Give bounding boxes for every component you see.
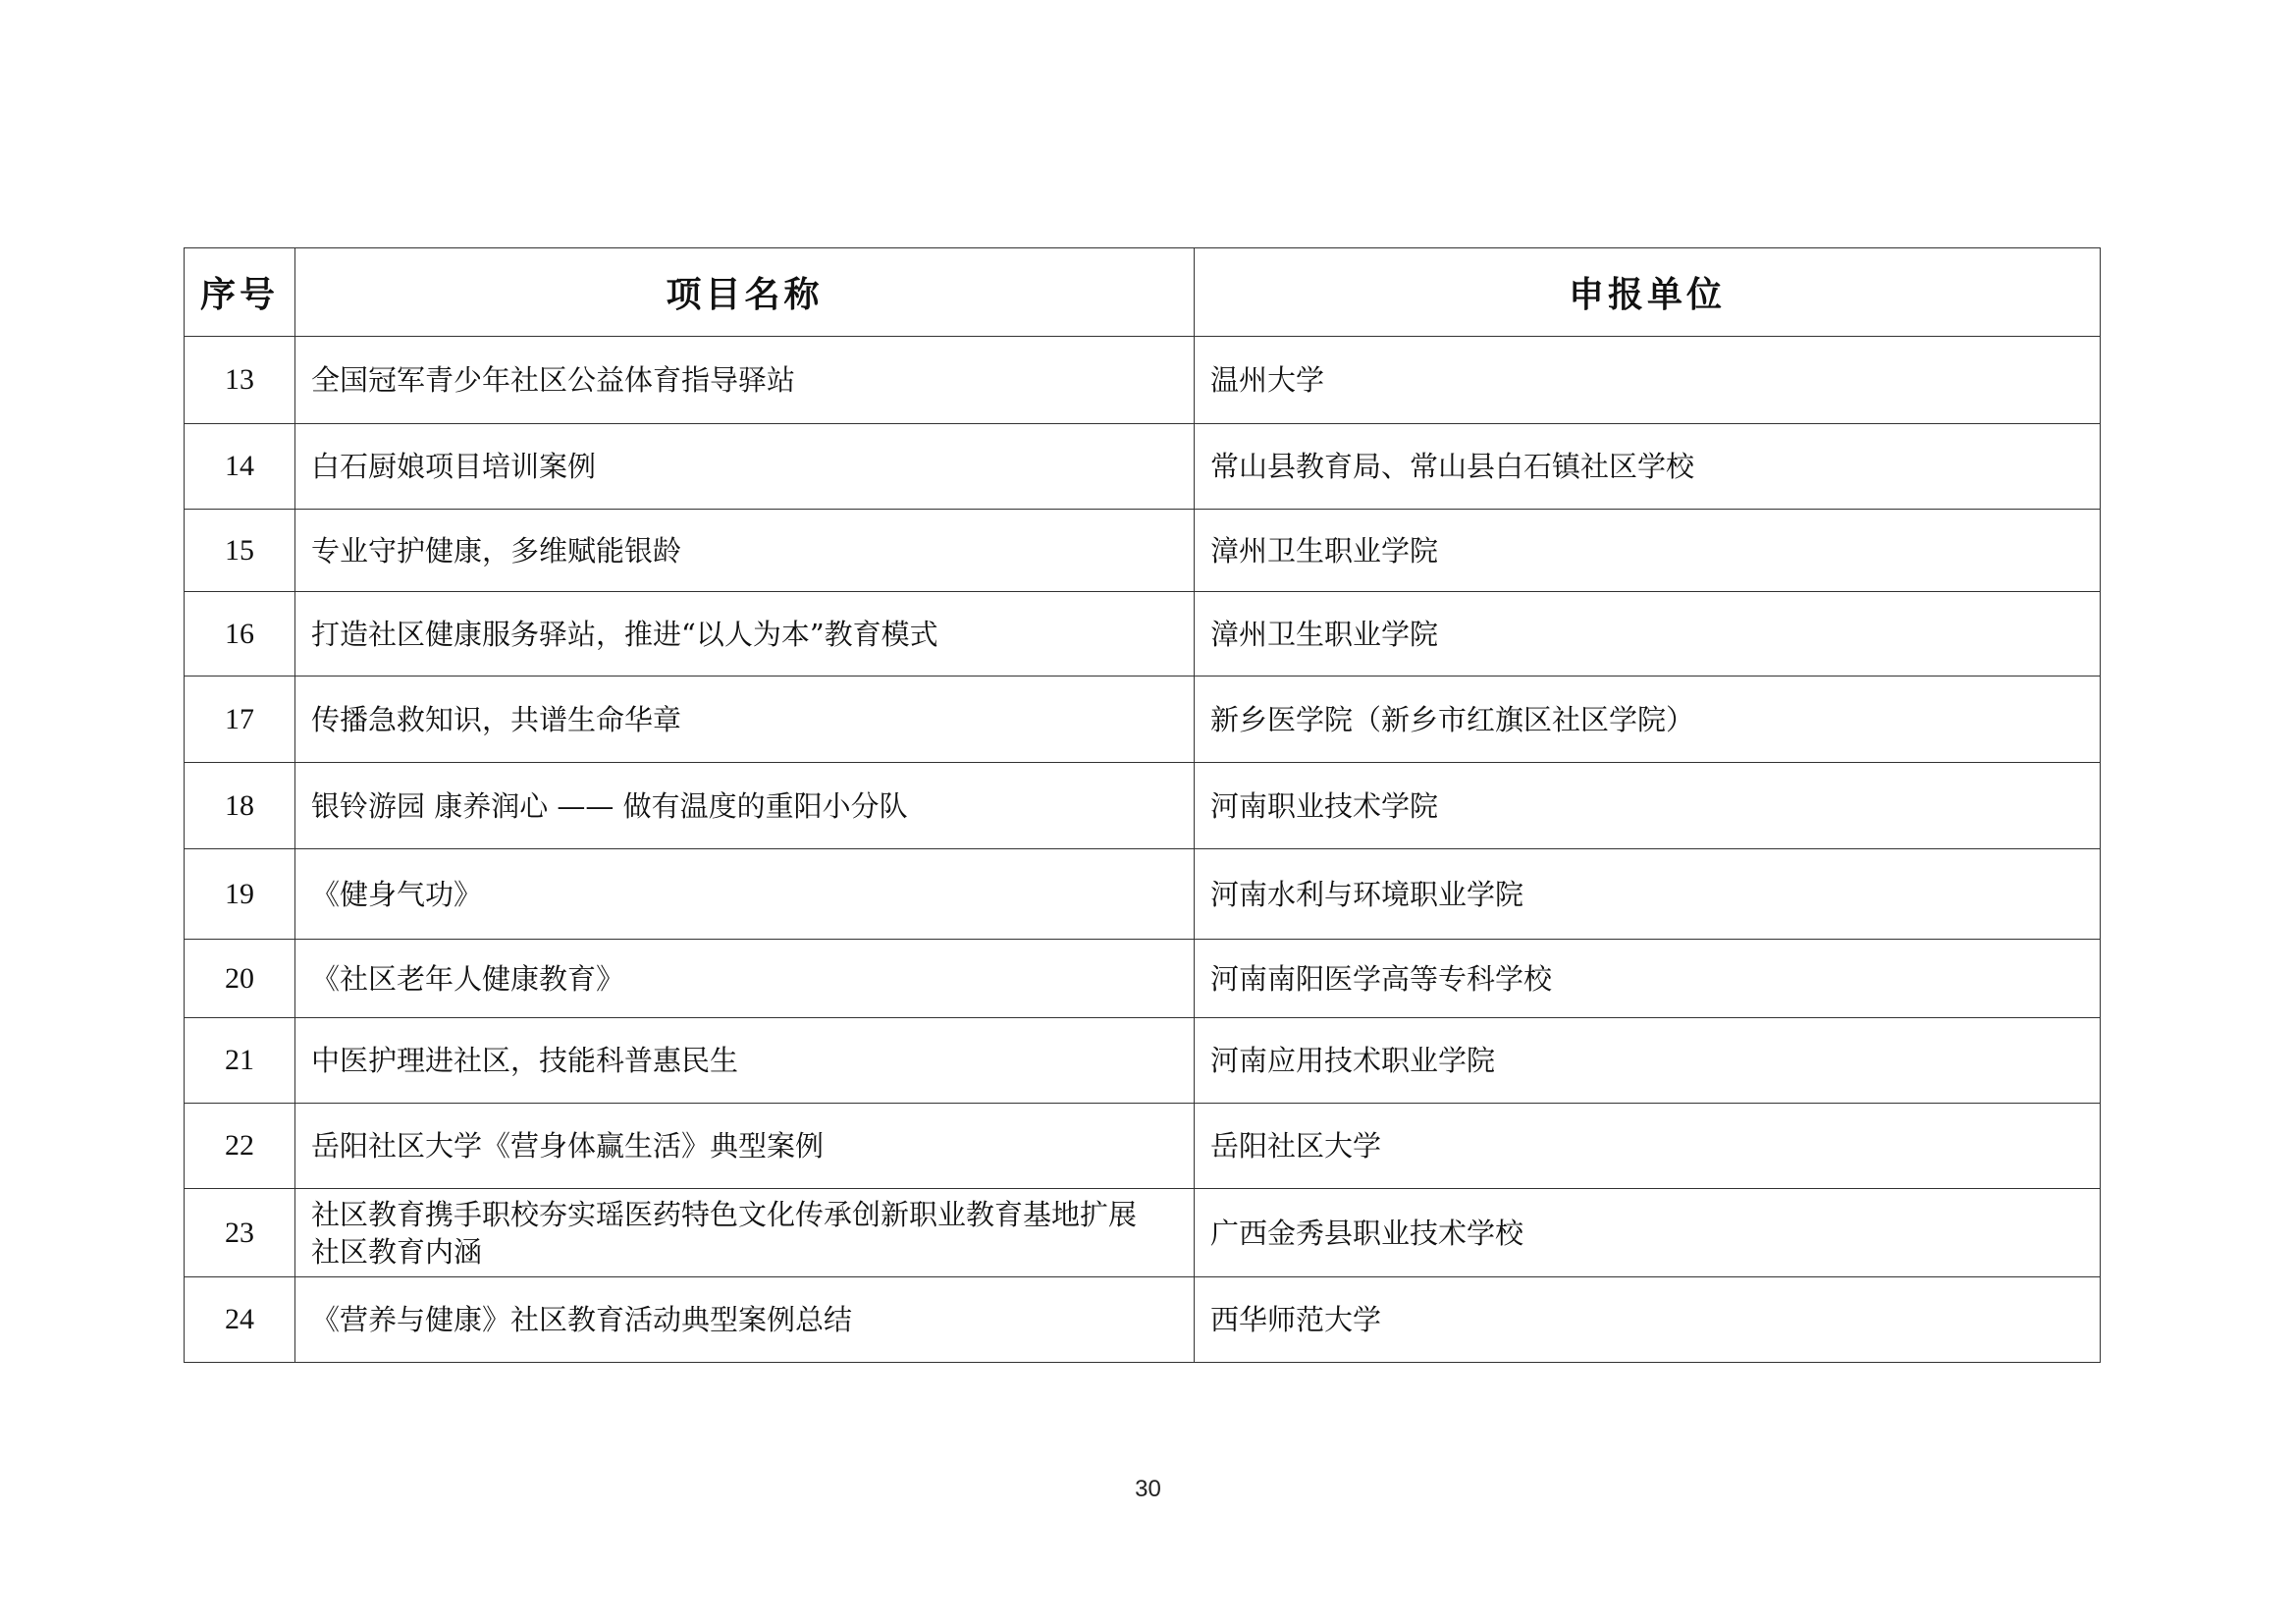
row-number: 24 [185, 1277, 295, 1363]
row-unit: 西华师范大学 [1195, 1277, 2101, 1363]
row-unit: 漳州卫生职业学院 [1195, 592, 2101, 677]
row-number: 14 [185, 424, 295, 510]
table-row [185, 510, 2101, 592]
table-row [185, 1189, 2101, 1277]
row-unit: 广西金秀县职业技术学校 [1195, 1189, 2101, 1277]
row-project-name: 传播急救知识，共谱生命华章 [295, 677, 1195, 763]
row-project-name: 银铃游园 康养润心 —— 做有温度的重阳小分队 [295, 763, 1195, 849]
row-project-name: 全国冠军青少年社区公益体育指导驿站 [295, 337, 1195, 424]
row-project-name: 专业守护健康，多维赋能银龄 [295, 510, 1195, 592]
row-project-name: 《社区老年人健康教育》 [295, 940, 1195, 1018]
row-unit: 河南水利与环境职业学院 [1195, 849, 2101, 940]
row-number: 17 [185, 677, 295, 763]
row-unit: 常山县教育局、常山县白石镇社区学校 [1195, 424, 2101, 510]
row-unit: 新乡医学院（新乡市红旗区社区学院） [1195, 677, 2101, 763]
row-number: 22 [185, 1104, 295, 1189]
row-project-name: 中医护理进社区，技能科普惠民生 [295, 1018, 1195, 1104]
project-table [184, 247, 2101, 1363]
header-unit: 申报单位 [1195, 248, 2101, 337]
row-project-name: 白石厨娘项目培训案例 [295, 424, 1195, 510]
row-number: 20 [185, 940, 295, 1018]
header-number: 序号 [185, 248, 295, 337]
table-row [185, 1104, 2101, 1189]
row-unit: 河南应用技术职业学院 [1195, 1018, 2101, 1104]
row-number: 19 [185, 849, 295, 940]
row-project-name: 《营养与健康》社区教育活动典型案例总结 [295, 1277, 1195, 1363]
table-header-row [185, 248, 2101, 337]
row-project-name: 岳阳社区大学《营身体赢生活》典型案例 [295, 1104, 1195, 1189]
row-unit: 岳阳社区大学 [1195, 1104, 2101, 1189]
table-row [185, 424, 2101, 510]
table-row [185, 592, 2101, 677]
row-unit: 温州大学 [1195, 337, 2101, 424]
page-number: 30 [1135, 1476, 1161, 1502]
row-project-name: 社区教育携手职校夯实瑶医药特色文化传承创新职业教育基地扩展社区教育内涵 [295, 1189, 1195, 1277]
row-unit: 漳州卫生职业学院 [1195, 510, 2101, 592]
row-number: 13 [185, 337, 295, 424]
table-row [185, 940, 2101, 1018]
row-number: 23 [185, 1189, 295, 1277]
row-number: 18 [185, 763, 295, 849]
row-number: 16 [185, 592, 295, 677]
table-row [185, 849, 2101, 940]
table-row [185, 337, 2101, 424]
row-number: 15 [185, 510, 295, 592]
row-unit: 河南南阳医学高等专科学校 [1195, 940, 2101, 1018]
table-row [185, 677, 2101, 763]
header-project-name: 项目名称 [295, 248, 1195, 337]
table-row [185, 1277, 2101, 1363]
table-row [185, 1018, 2101, 1104]
row-unit: 河南职业技术学院 [1195, 763, 2101, 849]
row-project-name: 《健身气功》 [295, 849, 1195, 940]
row-project-name: 打造社区健康服务驿站，推进“以人为本”教育模式 [295, 592, 1195, 677]
table-row [185, 763, 2101, 849]
row-number: 21 [185, 1018, 295, 1104]
